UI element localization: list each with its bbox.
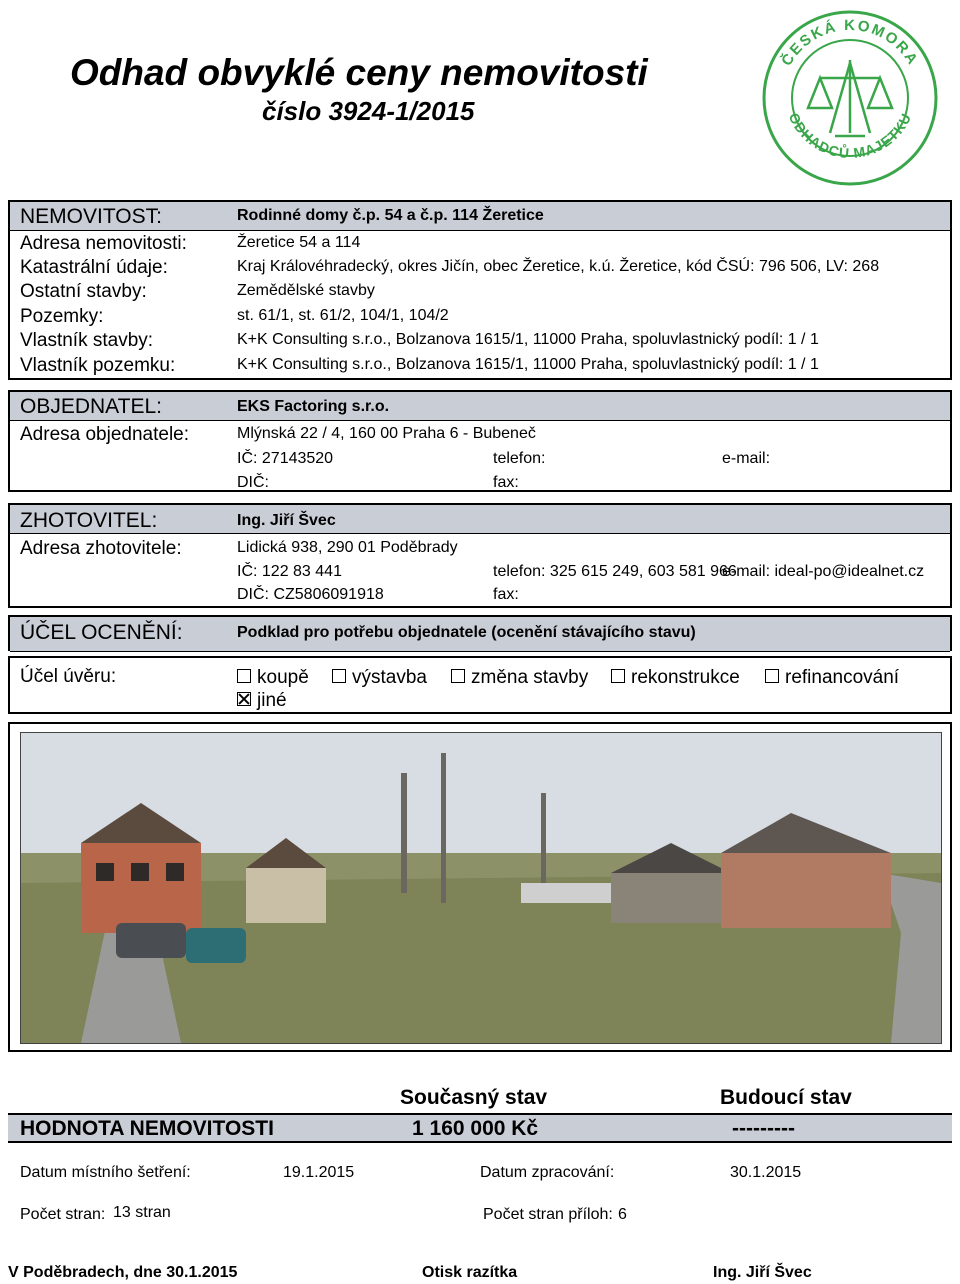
client-email: e-mail: [722, 450, 771, 467]
option-change[interactable]: změna stavby [451, 667, 588, 689]
survey-date-value: 19.1.2015 [283, 1164, 355, 1181]
contractor-name: Ing. Jiří Švec [237, 512, 336, 529]
value-label: HODNOTA NEMOVITOSTI [20, 1117, 274, 1140]
option-other[interactable]: jiné [237, 690, 287, 712]
client-address-value: Mlýnská 22 / 4, 160 00 Praha 6 - Bubeneč [237, 425, 536, 442]
land-owner-value: K+K Consulting s.r.o., Bolzanova 1615/1, 11000 Praha, spoluvlastnický podíl: 1 / 1 [237, 356, 819, 373]
processed-date-label: Datum zpracování: [480, 1164, 615, 1181]
svg-text:ČESKÁ KOMORA: ČESKÁ KOMORA [778, 16, 922, 70]
svg-text:ODHADCŮ MAJETKU: ODHADCŮ MAJETKU [785, 110, 915, 162]
property-photo [20, 732, 942, 1044]
contractor-fax: fax: [493, 586, 519, 603]
building-owner-label: Vlastník stavby: [20, 330, 154, 351]
property-address-value: Žeretice 54 a 114 [237, 234, 361, 251]
contractor-phone: telefon: 325 615 249, 603 581 966 [493, 563, 737, 580]
option-reconstruction[interactable]: rekonstrukce [611, 667, 740, 689]
loan-purpose-label: Účel úvěru: [20, 666, 117, 687]
option-purchase[interactable]: koupě [237, 667, 309, 689]
checkbox-construction[interactable] [332, 669, 346, 683]
checkbox-other-checked[interactable] [237, 692, 251, 706]
column-current-state: Současný stav [400, 1086, 548, 1109]
property-address-label: Adresa nemovitosti: [20, 233, 187, 254]
client-heading: OBJEDNATEL: [20, 395, 162, 418]
property-name: Rodinné domy č.p. 54 a č.p. 114 Žeretice [237, 207, 544, 224]
client-name: EKS Factoring s.r.o. [237, 398, 390, 415]
pages-value: 13 stran [113, 1204, 171, 1221]
contractor-heading: ZHOTOVITEL: [20, 509, 158, 532]
checkbox-purchase[interactable] [237, 669, 251, 683]
contractor-address-value: Lidická 938, 290 01 Poděbrady [237, 539, 458, 556]
other-buildings-value: Zemědělské stavby [237, 282, 375, 299]
pages-label: Počet stran: [20, 1206, 106, 1223]
purpose-heading: ÚČEL OCENĚNÍ: [20, 621, 183, 644]
land-value: st. 61/1, st. 61/2, 104/1, 104/2 [237, 307, 449, 324]
client-address-label: Adresa objednatele: [20, 424, 190, 445]
property-heading: NEMOVITOST: [20, 205, 162, 228]
cadastral-label: Katastrální údaje: [20, 257, 168, 278]
client-fax: fax: [493, 474, 519, 491]
other-buildings-label: Ostatní stavby: [20, 281, 147, 302]
contractor-email: e-mail: ideal-po@idealnet.cz [722, 563, 925, 580]
client-ic: IČ: 27143520 [237, 450, 334, 467]
purpose-value: Podklad pro potřebu objednatele (ocenění stávajícího stavu) [237, 624, 696, 641]
option-refinancing[interactable]: refinancování [765, 667, 899, 689]
cadastral-value: Kraj Královéhradecký, okres Jičín, obec Žeretice, k.ú. Žeretice, kód ČSÚ: 796 506, LV: 268 [237, 258, 880, 275]
attachment-pages-value: 6 [618, 1206, 627, 1223]
place-and-date: V Poděbradech, dne 30.1.2015 [8, 1264, 238, 1281]
contractor-address-label: Adresa zhotovitele: [20, 538, 182, 559]
client-dic: DIČ: [237, 474, 269, 491]
survey-date-label: Datum místního šetření: [20, 1164, 191, 1181]
client-phone: telefon: [493, 450, 546, 467]
building-owner-value: K+K Consulting s.r.o., Bolzanova 1615/1, 11000 Praha, spoluvlastnický podíl: 1 / 1 [237, 331, 819, 348]
column-future-state: Budoucí stav [720, 1086, 852, 1109]
contractor-ic: IČ: 122 83 441 [237, 563, 342, 580]
checkbox-change[interactable] [451, 669, 465, 683]
attachment-pages-label: Počet stran příloh: [483, 1206, 613, 1223]
processed-date-value: 30.1.2015 [730, 1164, 802, 1181]
stamp-label: Otisk razítka [422, 1264, 518, 1281]
document-title: Odhad obvyklé ceny nemovitosti [70, 52, 648, 93]
checkbox-reconstruction[interactable] [611, 669, 625, 683]
current-value: 1 160 000 Kč [412, 1117, 539, 1140]
checkbox-refinancing[interactable] [765, 669, 779, 683]
signer-name: Ing. Jiří Švec [713, 1264, 812, 1281]
land-label: Pozemky: [20, 306, 104, 327]
document-number: číslo 3924-1/2015 [262, 96, 475, 126]
future-value: --------- [732, 1117, 795, 1140]
contractor-dic: DIČ: CZ5806091918 [237, 586, 384, 603]
land-owner-label: Vlastník pozemku: [20, 355, 176, 376]
option-construction[interactable]: výstavba [332, 667, 427, 689]
chamber-seal-logo [760, 8, 940, 188]
